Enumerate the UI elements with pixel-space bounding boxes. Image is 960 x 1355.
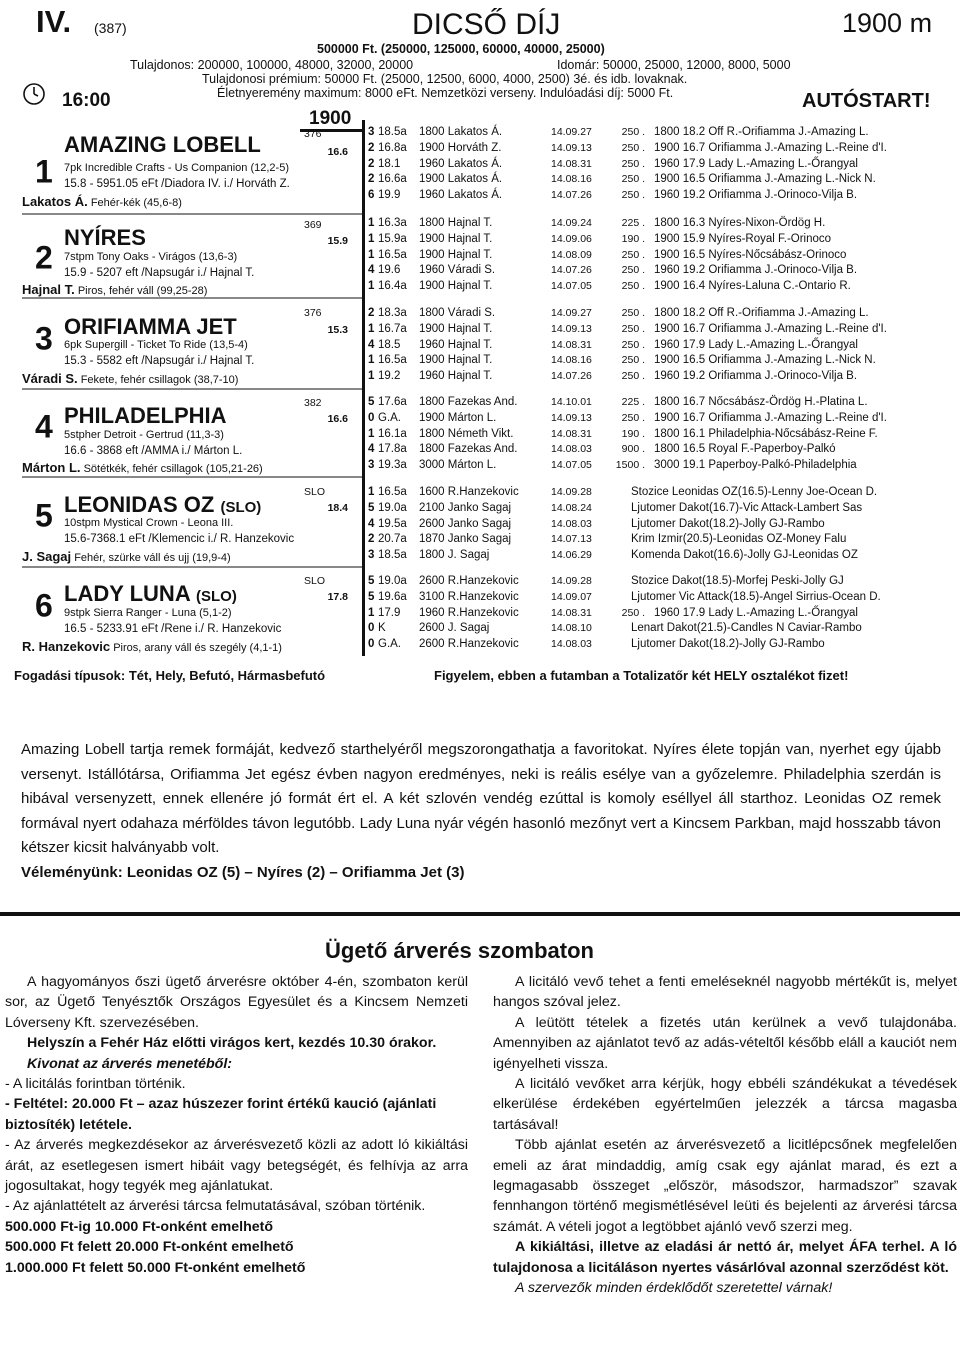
run-result: 1800 16.1 Philadelphia-Nőcsábász-Reine F. xyxy=(654,427,878,440)
run-distance-driver: 1900 Lakatos Á. xyxy=(419,173,503,186)
run-date: 14.08.03 xyxy=(551,443,592,456)
run-prize: 250 . xyxy=(621,606,645,619)
run-distance-driver: 1900 Hajnal T. xyxy=(419,232,493,245)
run-date: 14.08.31 xyxy=(551,338,592,351)
run-result: Ljutomer Dakot(18.2)-Jolly GJ-Rambo xyxy=(631,638,825,651)
run-prize: 900 . xyxy=(621,443,645,456)
run-date: 14.09.06 xyxy=(551,232,592,245)
race-commentary xyxy=(21,738,941,885)
run-distance-driver: 1900 Horváth Z. xyxy=(419,141,502,154)
run-placing: 3 xyxy=(368,549,375,562)
run-date: 14.08.31 xyxy=(551,427,592,440)
run-date: 14.07.13 xyxy=(551,533,592,546)
run-distance-driver: 1800 Hajnal T. xyxy=(419,217,493,229)
run-placing: 1 xyxy=(368,217,375,229)
horse-number: 2 xyxy=(35,239,53,276)
column-divider xyxy=(362,120,365,656)
run-placing: 5 xyxy=(368,590,375,603)
run-distance-driver: 1900 Hajnal T. xyxy=(419,280,493,293)
horse-name: ORIFIAMMA JET xyxy=(64,314,237,339)
run-distance-driver: 2600 Janko Sagaj xyxy=(419,517,512,530)
horse-name: LEONIDAS OZ (SLO) xyxy=(64,492,262,517)
horse-number: 1 xyxy=(35,153,53,190)
start-type: AUTÓSTART! xyxy=(802,90,931,112)
run-time: 19.9 xyxy=(378,189,401,202)
race-time: 16:00 xyxy=(62,90,111,111)
totalizator-notice: Figyelem, ebben a futamban a Totalizatőr két HELY osztalékot fizet! xyxy=(434,668,849,683)
run-placing: 1 xyxy=(368,354,375,367)
horse-separator xyxy=(22,297,362,299)
run-prize: 250 . xyxy=(621,173,645,186)
horse-record: 18.4 xyxy=(327,502,348,514)
run-placing: 1 xyxy=(368,248,375,261)
auction-paragraph: A licitáló vevőket arra kérjük, hogy ebbéli szándékukat a tévedések elkerülése érdekében egyértelműen jelezzék a tárcsa magasba tartásával! xyxy=(493,1076,957,1133)
horse-breeding: 6pk Supergill - Ticket To Ride (13,5-4) xyxy=(64,339,248,351)
horse-breeding: 5stpher Detroit - Gertrud (11,3-3) xyxy=(64,429,224,441)
run-date: 14.07.26 xyxy=(551,264,592,277)
run-result: 1960 19.2 Orifiamma J.-Orinoco-Vilja B. xyxy=(654,370,858,383)
run-time: 16.5a xyxy=(378,354,407,367)
run-result: 3000 19.1 Paperboy-Palkó-Philadelphia xyxy=(654,459,857,472)
run-time: 16.8a xyxy=(378,141,407,154)
run-placing: 5 xyxy=(368,501,375,514)
run-result: 1900 16.4 Nyíres-Laluna C.-Ontario R. xyxy=(654,280,851,293)
run-date: 14.09.28 xyxy=(551,486,592,498)
horse-best-distance: 369 xyxy=(304,219,322,231)
run-result: Stozice Dakot(18.5)-Morfej Peski-Jolly GJ xyxy=(631,575,844,587)
run-date: 14.07.26 xyxy=(551,370,592,383)
run-placing: 4 xyxy=(368,338,375,351)
run-prize: 190 . xyxy=(621,427,645,440)
horse-stats: 15.8 - 5951.05 eFt /Diadora IV. i./ Horváth Z. xyxy=(64,178,290,190)
run-distance-driver: 1800 Váradi S. xyxy=(419,307,496,319)
auction-rule: - A licitálás forintban történik. xyxy=(5,1076,186,1093)
run-distance-driver: 1900 Hajnal T. xyxy=(419,322,493,335)
run-date: 14.07.26 xyxy=(551,189,592,202)
run-distance-driver: 1900 Hajnal T. xyxy=(419,354,493,367)
run-date: 14.08.09 xyxy=(551,248,592,261)
horse-driver: Márton L. Sötétkék, fehér csillagok (105,21-26) xyxy=(22,460,263,475)
run-prize: 250 . xyxy=(621,248,645,261)
run-time: 16.1a xyxy=(378,427,407,440)
run-time: 16.5a xyxy=(378,248,407,261)
auction-rule: - Feltétel: 20.000 Ft – azaz húszezer forint értékű kaució (ajánlati biztosíték) letétele. xyxy=(5,1096,437,1133)
run-time: 19.0a xyxy=(378,501,407,514)
horse-stats: 16.5 - 5233.91 eFt /Rene i./ R. Hanzekovic xyxy=(64,623,282,635)
race-title: DICSŐ DÍJ xyxy=(412,8,561,41)
run-result: 1960 19.2 Orifiamma J.-Orinoco-Vilja B. xyxy=(654,264,858,277)
horse-driver: J. Sagaj Fehér, szürke váll és ujj (19,9-4) xyxy=(22,549,231,564)
run-distance-driver: 1960 Hajnal T. xyxy=(419,338,493,351)
run-placing: 0 xyxy=(368,411,375,424)
run-prize: 250 . xyxy=(621,322,645,335)
horse-name: PHILADELPHIA xyxy=(64,403,227,428)
horse-driver: Váradi S. Fekete, fehér csillagok (38,7-10) xyxy=(22,371,239,386)
run-result: 1960 17.9 Lady L.-Amazing L.-Őrangyal xyxy=(654,606,858,619)
run-placing: 4 xyxy=(368,264,375,277)
run-placing: 2 xyxy=(368,141,375,154)
run-prize: 250 . xyxy=(621,264,645,277)
horse-record: 17.8 xyxy=(327,591,348,603)
clock-icon xyxy=(22,82,46,106)
run-result: 1800 18.2 Off R.-Orifiamma J.-Amazing L. xyxy=(654,307,869,319)
run-result: 1900 16.7 Orifiamma J.-Amazing L.-Reine d'I. xyxy=(654,322,887,335)
horse-driver: R. Hanzekovic Piros, arany váll és szegély (4,1-1) xyxy=(22,639,282,654)
run-placing: 0 xyxy=(368,622,375,635)
run-time: K xyxy=(378,622,386,635)
run-date: 14.08.03 xyxy=(551,517,592,530)
horse-record: 16.6 xyxy=(327,146,348,158)
prize-line: 500000 Ft. (250000, 125000, 60000, 40000, 25000) xyxy=(317,42,605,56)
auction-right-column xyxy=(493,972,957,1299)
run-time: 17.8a xyxy=(378,443,407,456)
horse-number: 5 xyxy=(35,497,53,534)
run-placing: 1 xyxy=(368,486,375,498)
auction-intro: A hagyományos őszi ügető árverésre október 4-én, szombaton kerül sor, az Ügető Tenyésztők Országos Egyesület és a Kincsem Nemzeti Lóverseny Kft. szervezésében. xyxy=(5,974,468,1031)
horse-number: 6 xyxy=(35,587,53,624)
run-date: 14.07.05 xyxy=(551,280,592,293)
run-distance-driver: 3100 R.Hanzekovic xyxy=(419,590,519,603)
run-result: 1800 18.2 Off R.-Orifiamma J.-Amazing L. xyxy=(654,126,869,138)
horse-best-distance: SLO xyxy=(304,486,326,498)
run-placing: 1 xyxy=(368,280,375,293)
run-placing: 0 xyxy=(368,638,375,651)
run-date: 14.10.01 xyxy=(551,396,592,408)
run-date: 14.09.27 xyxy=(551,126,592,138)
run-date: 14.09.13 xyxy=(551,322,592,335)
verdict: Véleményünk: Leonidas OZ (5) – Nyíres (2) – Orifiamma Jet (3) xyxy=(21,863,465,881)
horse-stats: 15.9 - 5207 eft /Napsugár i./ Hajnal T. xyxy=(64,267,255,279)
horse-separator xyxy=(22,476,362,478)
run-distance-driver: 1960 Hajnal T. xyxy=(419,370,493,383)
run-date: 14.09.13 xyxy=(551,411,592,424)
run-time: 20.7a xyxy=(378,533,407,546)
horse-number: 4 xyxy=(35,408,53,445)
run-result: 1900 16.7 Orifiamma J.-Amazing L.-Reine d'I. xyxy=(654,141,887,154)
run-prize: 250 . xyxy=(621,126,645,138)
horse-separator xyxy=(22,388,362,390)
run-placing: 5 xyxy=(368,396,375,408)
run-placing: 1 xyxy=(368,606,375,619)
run-time: 18.5a xyxy=(378,549,407,562)
run-prize: 250 . xyxy=(621,141,645,154)
auction-rules-heading: Kivonat az árverés menetéből: xyxy=(27,1055,233,1072)
run-time: G.A. xyxy=(378,411,402,424)
run-date: 14.08.16 xyxy=(551,354,592,367)
run-result: 1960 17.9 Lady L.-Amazing L.-Őrangyal xyxy=(654,157,858,170)
horse-separator xyxy=(22,566,362,568)
run-placing: 1 xyxy=(368,322,375,335)
horse-driver: Lakatos Á. Fehér-kék (45,6-8) xyxy=(22,194,182,209)
run-time: 19.5a xyxy=(378,517,407,530)
run-distance-driver: 1600 R.Hanzekovic xyxy=(419,486,519,498)
run-date: 14.09.24 xyxy=(551,217,592,229)
run-result: 1960 19.2 Orifiamma J.-Orinoco-Vilja B. xyxy=(654,189,858,202)
auction-paragraph: A leütött tételek a fizetés után kerülnek a vevő tulajdonába. Amennyiben az ajánlatot tevő az adás-vételtől később eláll a kauciót nem igényelheti vissza. xyxy=(493,1014,957,1072)
column-distance: 1900 xyxy=(309,108,352,129)
trainer-prize-line: Idomár: 50000, 25000, 12000, 8000, 5000 xyxy=(557,58,791,72)
run-time: 18.5 xyxy=(378,338,401,351)
section-divider xyxy=(0,912,960,916)
bid-step: 500.000 Ft-ig 10.000 Ft-onként emelhető xyxy=(5,1218,274,1235)
run-prize: 1500 . xyxy=(615,459,645,472)
run-date: 14.09.27 xyxy=(551,307,592,319)
run-distance-driver: 1870 Janko Sagaj xyxy=(419,533,512,546)
run-placing: 3 xyxy=(368,126,375,138)
horse-best-distance: 376 xyxy=(304,307,322,319)
run-placing: 3 xyxy=(368,459,375,472)
run-time: 19.6a xyxy=(378,590,407,603)
run-prize: 250 . xyxy=(621,370,645,383)
commentary-text: Amazing Lobell tartja remek formáját, kedvező starthelyéről megszorongathatja a favoritokat. Nyíres élete topján van, nyerhet egy újabb versenyt. Istállótársa, Orifiamma Jet egész évben nagyon eredményes, neki is reális esélye van a győzelemre. Philadelphia szerdán is hibával versenyzett, ennek ellenére jó formát ért el. A két szlovén vendég ezúttal is komoly eséllyel áll starthoz. Leonidas OZ remek formával nyert odahaza mérföldes távon legutóbb. Lady Luna nyár végén hasonló mezőnyt vert a Kincsem Parkban, majd hosszabb távon kétszer kicsit halványabb volt. xyxy=(21,741,941,856)
horse-best-distance: 382 xyxy=(304,397,322,409)
horse-record: 16.6 xyxy=(327,413,348,425)
run-prize: 250 . xyxy=(621,411,645,424)
run-result: 1900 16.5 Orifiamma J.-Amazing L.-Nick N. xyxy=(654,173,876,186)
run-distance-driver: 2600 R.Hanzekovic xyxy=(419,575,519,587)
run-prize: 190 . xyxy=(621,232,645,245)
earnings-line: Életnyeremény maximum: 8000 eFt. Nemzetközi verseny. Indulóadási díj: 5000 Ft. xyxy=(217,86,674,100)
horse-name: LADY LUNA (SLO) xyxy=(64,581,237,606)
race-number: IV. xyxy=(36,4,72,39)
run-date: 14.07.05 xyxy=(551,459,592,472)
run-time: 16.4a xyxy=(378,280,407,293)
run-placing: 1 xyxy=(368,427,375,440)
auction-location: Helyszín a Fehér Ház előtti virágos kert, kezdés 10.30 órakor. xyxy=(27,1035,437,1052)
bid-step: 500.000 Ft felett 20.000 Ft-onként emelhető xyxy=(5,1239,294,1256)
run-distance-driver: 3000 Márton L. xyxy=(419,459,497,472)
auction-rule: - Az árverés megkezdésekor az árverésvezető közli az adott ló kikiáltási árát, az esetlegesen ismert hibáit vagy betegségét, és felhívja az arra jogosultakat, hogy tegyék meg ajánlatukat. xyxy=(5,1137,468,1195)
run-placing: 1 xyxy=(368,370,375,383)
run-time: 16.5a xyxy=(378,486,407,498)
run-prize: 250 . xyxy=(621,280,645,293)
run-date: 14.08.16 xyxy=(551,173,592,186)
run-result: 1900 16.7 Orifiamma J.-Amazing L.-Reine d'I. xyxy=(654,411,887,424)
run-time: 17.6a xyxy=(378,396,407,408)
horse-number: 3 xyxy=(35,320,53,357)
run-placing: 6 xyxy=(368,189,375,202)
run-placing: 5 xyxy=(368,575,375,587)
run-distance-driver: 1800 Lakatos Á. xyxy=(419,126,503,138)
run-distance-driver: 1800 Fazekas And. xyxy=(419,396,518,408)
horse-stats: 16.6 - 3868 eft /AMMA i./ Márton L. xyxy=(64,445,243,457)
auction-rule: - Az ajánlattételt az árverési tárcsa felmutatásával, szóban történik. xyxy=(5,1198,426,1215)
run-result: Komenda Dakot(16.6)-Jolly GJ-Leonidas OZ xyxy=(631,549,858,562)
run-date: 14.09.28 xyxy=(551,575,592,587)
owners-prize-line: Tulajdonos: 200000, 100000, 48000, 32000, 20000 xyxy=(130,58,414,72)
run-time: 18.1 xyxy=(378,157,401,170)
run-time: 19.3a xyxy=(378,459,407,472)
run-result: 1800 16.3 Nyíres-Nixon-Ördög H. xyxy=(654,217,826,229)
run-distance-driver: 2600 J. Sagaj xyxy=(419,622,490,635)
run-time: 17.9 xyxy=(378,606,401,619)
horse-breeding: 7pk Incredible Crafts - Us Companion (12,2-5) xyxy=(64,162,289,174)
run-result: 1960 17.9 Lady L.-Amazing L.-Őrangyal xyxy=(654,338,858,351)
run-prize: 250 . xyxy=(621,338,645,351)
run-distance-driver: 1960 Lakatos Á. xyxy=(419,189,503,202)
run-distance-driver: 1800 Németh Vikt. xyxy=(419,427,514,440)
horse-best-distance: SLO xyxy=(304,575,326,587)
run-result: Ljutomer Vic Attack(18.5)-Angel Sirrius-Ocean D. xyxy=(631,590,881,603)
horse-name: NYÍRES xyxy=(64,225,146,250)
run-distance-driver: 1960 Lakatos Á. xyxy=(419,157,503,170)
run-placing: 4 xyxy=(368,443,375,456)
run-result: 1800 16.7 Nőcsábász-Ördög H.-Platina L. xyxy=(654,396,868,408)
horse-separator xyxy=(22,213,362,215)
race-code: (387) xyxy=(94,20,127,36)
run-placing: 2 xyxy=(368,533,375,546)
run-placing: 2 xyxy=(368,307,375,319)
auction-title: Ügető árverés szombaton xyxy=(325,938,594,963)
horse-name: AMAZING LOBELL xyxy=(64,132,261,157)
auction-paragraph: Több ajánlat esetén az árverésvezető a licitlépcsőnek megfelelően emeli az árat mindaddig, amíg csak egy ajánlat marad, és ezt a legmagasabb összeget „először, másodszor, harmadszor” szavak fennhangon történő megismétlésével leüti és bejelenti az árverési tárcsa számát. A vételi jogot a legtöbbet ajánló vevő szerzi meg. xyxy=(493,1137,957,1235)
auction-left-column xyxy=(5,972,468,1278)
run-date: 14.06.29 xyxy=(551,549,592,562)
horse-stats: 15.6-7368.1 eFt /Klemencic i./ R. Hanzekovic xyxy=(64,533,295,545)
run-prize: 225 . xyxy=(621,217,645,229)
run-time: 16.3a xyxy=(378,217,407,229)
run-distance-driver: 1960 R.Hanzekovic xyxy=(419,606,519,619)
horse-record: 15.9 xyxy=(327,235,348,247)
run-distance-driver: 1900 Márton L. xyxy=(419,411,497,424)
run-distance-driver: 1960 Váradi S. xyxy=(419,264,496,277)
run-placing: 2 xyxy=(368,157,375,170)
horse-driver: Hajnal T. Piros, fehér váll (99,25-28) xyxy=(22,282,208,297)
run-time: G.A. xyxy=(378,638,402,651)
auction-paragraph: A licitáló vevő tehet a fenti emeléseknél nagyobb mértékűt is, melyet hangos szóval jelez. xyxy=(493,974,957,1011)
run-result: 1900 16.5 Orifiamma J.-Amazing L.-Nick N. xyxy=(654,354,876,367)
bet-types: Fogadási típusok: Tét, Hely, Befutó, Hármasbefutó xyxy=(14,668,326,683)
run-time: 19.2 xyxy=(378,370,401,383)
run-distance-driver: 2600 R.Hanzekovic xyxy=(419,638,519,651)
horse-breeding: 10stpm Mystical Crown - Leona III. xyxy=(64,517,234,529)
run-placing: 2 xyxy=(368,173,375,186)
run-placing: 1 xyxy=(368,232,375,245)
run-date: 14.08.31 xyxy=(551,157,592,170)
run-result: Lenart Dakot(21.5)-Candles N Caviar-Rambo xyxy=(631,622,862,635)
auction-closing: A szervezők minden érdeklődőt szeretettel várnak! xyxy=(515,1280,833,1297)
run-result: Ljutomer Dakot(16.7)-Vic Attack-Lambert Sas xyxy=(631,501,863,514)
run-time: 19.6 xyxy=(378,264,401,277)
run-distance-driver: 1800 J. Sagaj xyxy=(419,549,490,562)
run-date: 14.08.31 xyxy=(551,606,592,619)
run-distance-driver: 1900 Hajnal T. xyxy=(419,248,493,261)
run-prize: 250 . xyxy=(621,157,645,170)
run-prize: 250 . xyxy=(621,354,645,367)
run-time: 19.0a xyxy=(378,575,407,587)
horse-stats: 15.3 - 5582 eft /Napsugár i./ Hajnal T. xyxy=(64,355,255,367)
run-date: 14.08.24 xyxy=(551,501,592,514)
run-prize: 250 . xyxy=(621,307,645,319)
horse-breeding: 9stpk Sierra Ranger - Luna (5,1-2) xyxy=(64,607,232,619)
run-time: 15.9a xyxy=(378,232,407,245)
run-result: 1900 16.5 Nyíres-Nőcsábász-Orinoco xyxy=(654,248,847,261)
run-prize: 225 . xyxy=(621,396,645,408)
run-result: 1800 16.5 Royal F.-Paperboy-Palkó xyxy=(654,443,836,456)
auction-paragraph: A kikiáltási, illetve az eladási ár nettó ár, melyet ÁFA terhel. A ló tulajdonosa a licitáláson nyertes vásárlóval azonnal szerződést köt. xyxy=(493,1239,957,1276)
horse-best-distance: 376 xyxy=(304,128,322,140)
run-time: 16.6a xyxy=(378,173,407,186)
run-prize: 250 . xyxy=(621,189,645,202)
bid-step: 1.000.000 Ft felett 50.000 Ft-onként emelhető xyxy=(5,1259,306,1276)
horse-breeding: 7stpm Tony Oaks - Virágos (13,6-3) xyxy=(64,251,238,263)
run-time: 18.5a xyxy=(378,126,407,138)
run-date: 14.08.10 xyxy=(551,622,592,635)
run-distance-driver: 2100 Janko Sagaj xyxy=(419,501,512,514)
run-result: Ljutomer Dakot(18.2)-Jolly GJ-Rambo xyxy=(631,517,825,530)
run-date: 14.09.13 xyxy=(551,141,592,154)
run-placing: 4 xyxy=(368,517,375,530)
run-result: Stozice Leonidas OZ(16.5)-Lenny Joe-Ocean D. xyxy=(631,486,878,498)
run-time: 18.3a xyxy=(378,307,407,319)
horse-record: 15.3 xyxy=(327,324,348,336)
run-date: 14.09.07 xyxy=(551,590,592,603)
run-date: 14.08.03 xyxy=(551,638,592,651)
race-distance: 1900 m xyxy=(842,8,933,38)
run-distance-driver: 1800 Fazekas And. xyxy=(419,443,518,456)
run-time: 16.7a xyxy=(378,322,407,335)
owner-bonus-line: Tulajdonosi prémium: 50000 Ft. (25000, 12500, 6000, 4000, 2500) 3é. és idb. lovaknak. xyxy=(202,72,688,86)
run-result: Krim Izmir(20.5)-Leonidas OZ-Money Falu xyxy=(631,533,847,546)
run-result: 1900 15.9 Nyíres-Royal F.-Orinoco xyxy=(654,232,832,245)
